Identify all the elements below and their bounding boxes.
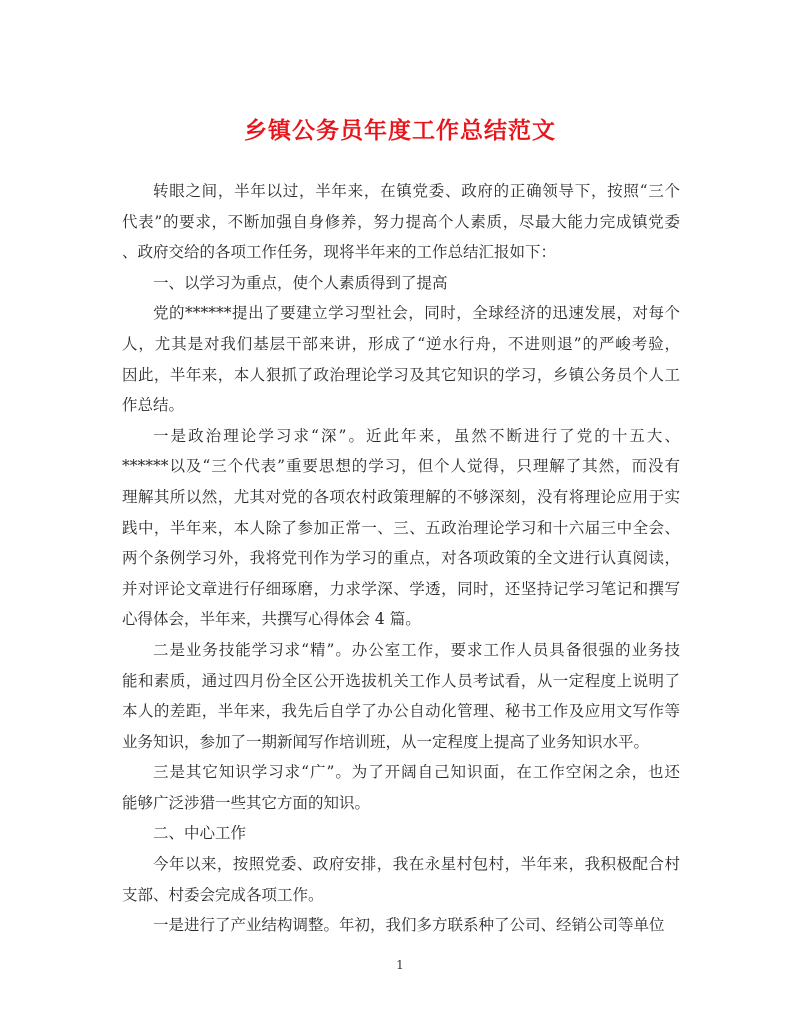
text-line: 人，尤其是对我们基层干部来讲，形成了“逆水行舟，不进则退”的严峻考验，: [122, 334, 680, 353]
text-line: 三是其它知识学习求“广”。为了开阔自己知识面，在工作空闲之余，也还: [153, 763, 680, 782]
paragraph: [122, 757, 680, 818]
paragraph: [122, 818, 680, 849]
text-line: 心得体会，半年来，共撰写心得体会 4 篇。: [122, 610, 421, 629]
paragraph: [122, 910, 680, 941]
text-line: 能和素质，通过四月份全区公开选拔机关工作人员考试看，从一定程度上说明了: [122, 671, 680, 690]
paragraph: [122, 849, 680, 910]
paragraph: [122, 268, 680, 299]
text-line: 因此，半年来，本人狠抓了政治理论学习及其它知识的学习，乡镇公务员个人工: [122, 365, 680, 384]
page-number: 1: [396, 958, 404, 972]
text-line: 、政府交给的各项工作任务，现将半年来的工作总结汇报如下：: [122, 243, 557, 262]
text-line: 并对评论文章进行仔细琢磨，力求学深、学透，同时，还坚持记学习笔记和撰写: [122, 579, 680, 598]
text-line: 今年以来，按照党委、政府安排，我在永星村包村，半年来，我积极配合村: [153, 855, 680, 874]
text-line: 践中，半年来，本人除了参加正常一、三、五政治理论学习和十六届三中全会、: [122, 518, 680, 537]
text-line: 业务知识，参加了一期新闻写作培训班，从一定程度上提高了业务知识水平。: [122, 732, 650, 751]
paragraph: [122, 421, 680, 635]
text-line: 一、以学习为重点，使个人素质得到了提高: [153, 273, 448, 292]
text-line: ******以及“三个代表”重要思想的学习，但个人觉得，只理解了其然，而没有: [122, 457, 680, 476]
text-line: 二是业务技能学习求“精”。办公室工作，要求工作人员具备很强的业务技: [153, 640, 680, 659]
text-line: 一是政治理论学习求“深”。近此年来，虽然不断进行了党的十五大、: [153, 426, 680, 445]
text-line: 转眼之间，半年以过，半年来，在镇党委、政府的正确领导下，按照“三个: [153, 182, 680, 200]
text-line: 支部、村委会完成各项工作。: [122, 885, 324, 904]
text-line: 代表”的要求，不断加强自身修养，努力提高个人素质，尽最大能力完成镇党委: [122, 212, 680, 231]
text-line: 理解其所以然，尤其对党的各项农村政策理解的不够深刻，没有将理论应用于实: [122, 487, 680, 506]
text-line: 作总结。: [122, 396, 185, 415]
text-line: 本人的差距，半年来，我先后自学了办公自动化管理、秘书工作及应用文写作等: [122, 702, 680, 721]
text-line: 两个条例学习外，我将党刊作为学习的重点，对各项政策的全文进行认真阅读，: [122, 549, 680, 568]
text-line: 二、中心工作: [153, 824, 247, 843]
paragraph: [122, 298, 680, 420]
text-line: 一是进行了产业结构调整。年初，我们多方联系种了公司、经销公司等单位: [153, 916, 665, 935]
document-title: 乡镇公务员年度工作总结范文: [244, 117, 556, 144]
document-body: [122, 176, 680, 941]
text-line: 能够广泛涉猎一些其它方面的知识。: [122, 793, 371, 812]
paragraph: [122, 635, 680, 757]
text-line: 党的******提出了要建立学习型社会，同时，全球经济的迅速发展，对每个: [153, 304, 680, 323]
paragraph: [122, 176, 680, 268]
